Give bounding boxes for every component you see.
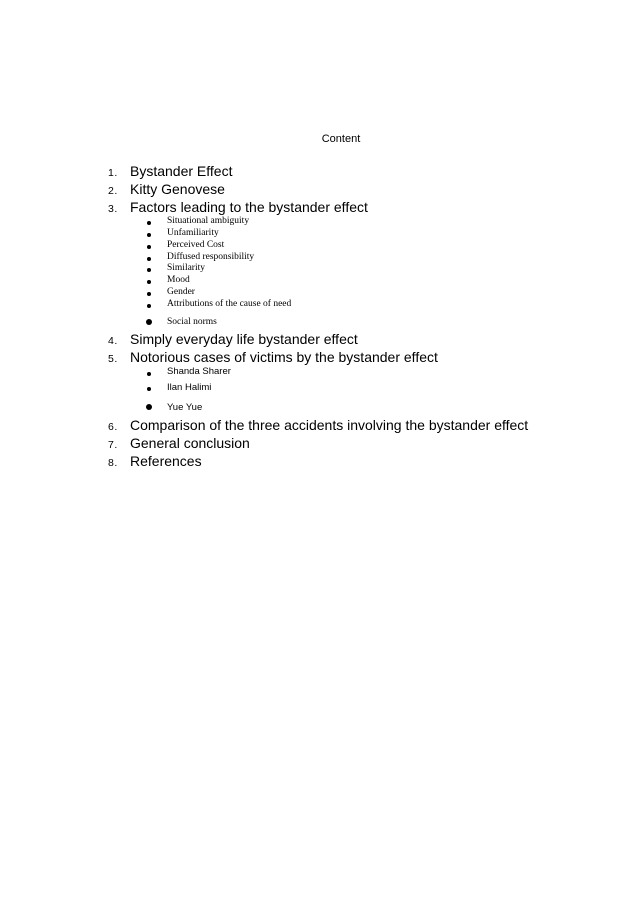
sub-list-item: Gender — [167, 287, 195, 297]
list-item-label: Comparison of the three accidents involving the bystander effect — [130, 417, 529, 433]
sub-list-item: Diffused responsibility — [167, 252, 255, 262]
sub-list-item: Yue Yue — [167, 402, 203, 413]
bullet-icon — [147, 372, 151, 376]
sub-list-item: Social norms — [167, 317, 217, 327]
bullet-icon — [147, 292, 151, 296]
list-number: 1. — [108, 167, 118, 179]
list-item-label: Kitty Genovese — [130, 181, 225, 197]
bullet-icon — [146, 404, 152, 410]
list-number: 6. — [108, 421, 118, 433]
sub-list-item: Perceived Cost — [167, 240, 225, 250]
list-number: 2. — [108, 185, 118, 197]
list-item-label: References — [130, 453, 202, 469]
list-item-label: General conclusion — [130, 435, 250, 451]
list-number: 7. — [108, 439, 118, 451]
sub-list-item: Situational ambiguity — [167, 216, 250, 226]
list-item-label: Notorious cases of victims by the bystander effect — [130, 349, 438, 365]
sub-list-item: Attributions of the cause of need — [167, 299, 292, 309]
sub-list-item: Mood — [167, 275, 190, 285]
bullet-icon — [147, 257, 151, 261]
sub-list-item: Similarity — [167, 263, 205, 273]
sub-list-item: Ilan Halimi — [167, 382, 212, 393]
list-number: 8. — [108, 457, 118, 469]
sub-list-item: Shanda Sharer — [167, 366, 231, 377]
list-number: 4. — [108, 335, 118, 347]
bullet-icon — [147, 304, 151, 308]
list-item-label: Factors leading to the bystander effect — [130, 199, 368, 215]
bullet-icon — [147, 233, 151, 237]
page-title: Content — [321, 133, 361, 145]
bullet-icon — [147, 280, 151, 284]
sub-list-item: Unfamiliarity — [167, 228, 219, 238]
bullet-icon — [147, 387, 151, 391]
list-number: 5. — [108, 353, 118, 365]
list-item-label: Bystander Effect — [130, 163, 233, 179]
bullet-icon — [147, 268, 151, 272]
bullet-icon — [147, 245, 151, 249]
bullet-icon — [146, 319, 152, 325]
list-item-label: Simply everyday life bystander effect — [130, 331, 358, 347]
list-number: 3. — [108, 203, 118, 215]
bullet-icon — [147, 221, 151, 225]
